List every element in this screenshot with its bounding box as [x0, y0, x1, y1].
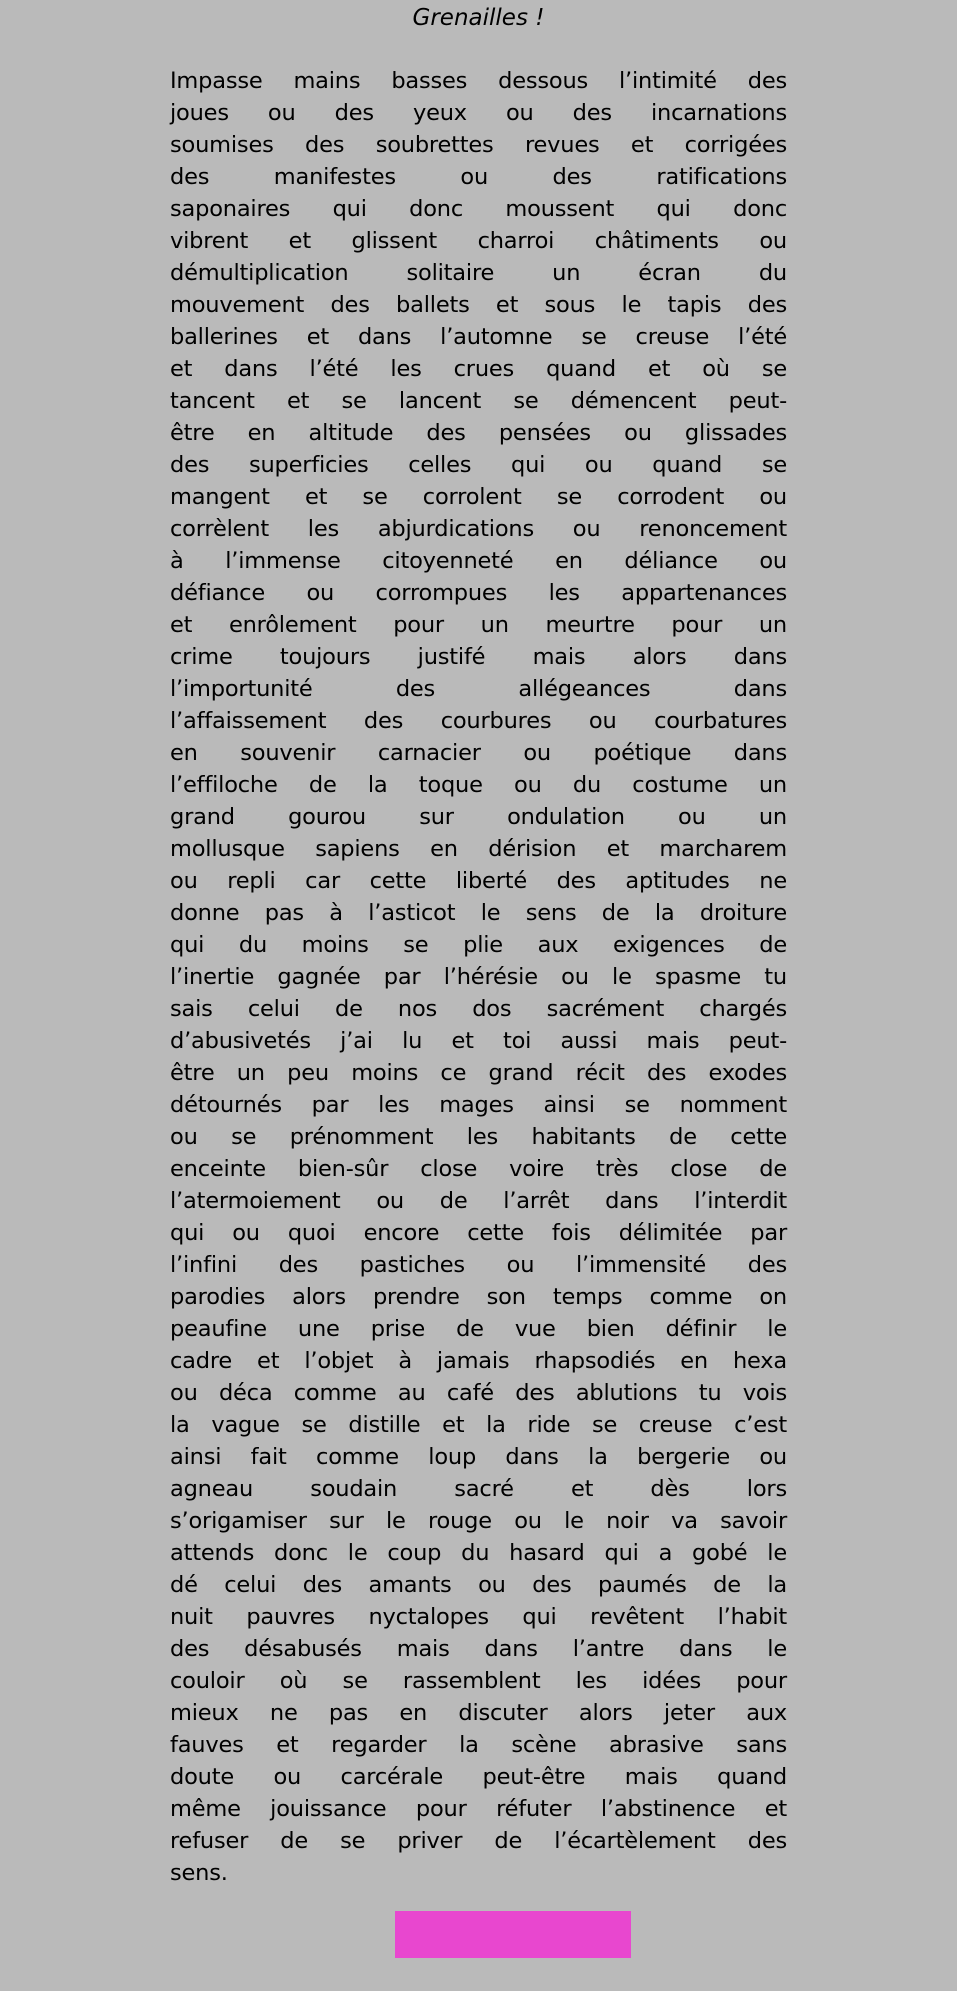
- poem-title: Grenailles !: [412, 5, 545, 31]
- poem-line: donne pas à l’asticot le sens de la droiture: [170, 900, 787, 926]
- poem-line: à l’immense citoyenneté en déliance ou: [170, 548, 787, 574]
- poem-line: agneau soudain sacré et dès lors: [170, 1476, 787, 1502]
- poem-line: l’effiloche de la toque ou du costume un: [170, 772, 787, 798]
- poem-line: qui du moins se plie aux exigences de: [170, 932, 787, 958]
- poem-line: vibrent et glissent charroi châtiments ou: [170, 228, 787, 254]
- poem-line: qui ou quoi encore cette fois délimitée par: [170, 1220, 787, 1246]
- poem-line: ou repli car cette liberté des aptitudes ne: [170, 868, 787, 894]
- poem-line: nuit pauvres nyctalopes qui revêtent l’habit: [170, 1604, 787, 1630]
- poem-line: cadre et l’objet à jamais rhapsodiés en hexa: [170, 1348, 787, 1374]
- poem-line: ainsi fait comme loup dans la bergerie ou: [170, 1444, 787, 1470]
- poem-line: mouvement des ballets et sous le tapis des: [170, 292, 787, 318]
- poem-line: des manifestes ou des ratifications: [170, 164, 787, 190]
- poem-line: dé celui des amants ou des paumés de la: [170, 1572, 787, 1598]
- pink-button[interactable]: [395, 1911, 631, 1958]
- poem-line: Impasse mains basses dessous l’intimité des: [170, 68, 787, 94]
- poem-line: même jouissance pour réfuter l’abstinence et: [170, 1796, 787, 1822]
- poem-line: la vague se distille et la ride se creuse c’est: [170, 1412, 787, 1438]
- poem-body: [170, 65, 787, 1889]
- poem-line: l’atermoiement ou de l’arrêt dans l’interdit: [170, 1188, 787, 1214]
- poem-line: être en altitude des pensées ou glissades: [170, 420, 787, 446]
- poem-line: défiance ou corrompues les appartenances: [170, 580, 787, 606]
- poem-line: attends donc le coup du hasard qui a gobé le: [170, 1540, 787, 1566]
- poem-line: refuser de se priver de l’écartèlement des: [170, 1828, 787, 1854]
- poem-line: mieux ne pas en discuter alors jeter aux: [170, 1700, 787, 1726]
- poem-line: grand gourou sur ondulation ou un: [170, 804, 787, 830]
- poem-line: l’affaissement des courbures ou courbatures: [170, 708, 787, 734]
- poem-line: l’inertie gagnée par l’hérésie ou le spasme tu: [170, 964, 787, 990]
- poem-line: des superficies celles qui ou quand se: [170, 452, 787, 478]
- poem-line: l’importunité des allégeances dans: [170, 676, 787, 702]
- poem-line: mollusque sapiens en dérision et marcharem: [170, 836, 787, 862]
- poem-line: mangent et se corrolent se corrodent ou: [170, 484, 787, 510]
- poem-line: d’abusivetés j’ai lu et toi aussi mais peut-: [170, 1028, 787, 1054]
- poem-line: l’infini des pastiches ou l’immensité des: [170, 1252, 787, 1278]
- poem-line: ballerines et dans l’automne se creuse l’été: [170, 324, 787, 350]
- poem-line: saponaires qui donc moussent qui donc: [170, 196, 787, 222]
- poem-line: en souvenir carnacier ou poétique dans: [170, 740, 787, 766]
- poem-line: doute ou carcérale peut-être mais quand: [170, 1764, 787, 1790]
- poem-line: couloir où se rassemblent les idées pour: [170, 1668, 787, 1694]
- poem-line: ou se prénomment les habitants de cette: [170, 1124, 787, 1150]
- poem-line: être un peu moins ce grand récit des exodes: [170, 1060, 787, 1086]
- poem-line: enceinte bien-sûr close voire très close de: [170, 1156, 787, 1182]
- poem-line: ou déca comme au café des ablutions tu vois: [170, 1380, 787, 1406]
- poem-line: sais celui de nos dos sacrément chargés: [170, 996, 787, 1022]
- poem-line: corrèlent les abjurdications ou renoncement: [170, 516, 787, 542]
- poem-line: crime toujours justifé mais alors dans: [170, 644, 787, 670]
- poem-line: peaufine une prise de vue bien définir le: [170, 1316, 787, 1342]
- poem-line: fauves et regarder la scène abrasive sans: [170, 1732, 787, 1758]
- poem-line: détournés par les mages ainsi se nomment: [170, 1092, 787, 1118]
- poem-line: des désabusés mais dans l’antre dans le: [170, 1636, 787, 1662]
- poem-line: tancent et se lancent se démencent peut-: [170, 388, 787, 414]
- poem-line: s’origamiser sur le rouge ou le noir va savoir: [170, 1508, 787, 1534]
- poem-line: et enrôlement pour un meurtre pour un: [170, 612, 787, 638]
- poem-line: parodies alors prendre son temps comme on: [170, 1284, 787, 1310]
- poem-line: démultiplication solitaire un écran du: [170, 260, 787, 286]
- poem-line: soumises des soubrettes revues et corrigées: [170, 132, 787, 158]
- poem-line: et dans l’été les crues quand et où se: [170, 356, 787, 382]
- poem-line: joues ou des yeux ou des incarnations: [170, 100, 787, 126]
- poem-line: sens.: [170, 1860, 228, 1886]
